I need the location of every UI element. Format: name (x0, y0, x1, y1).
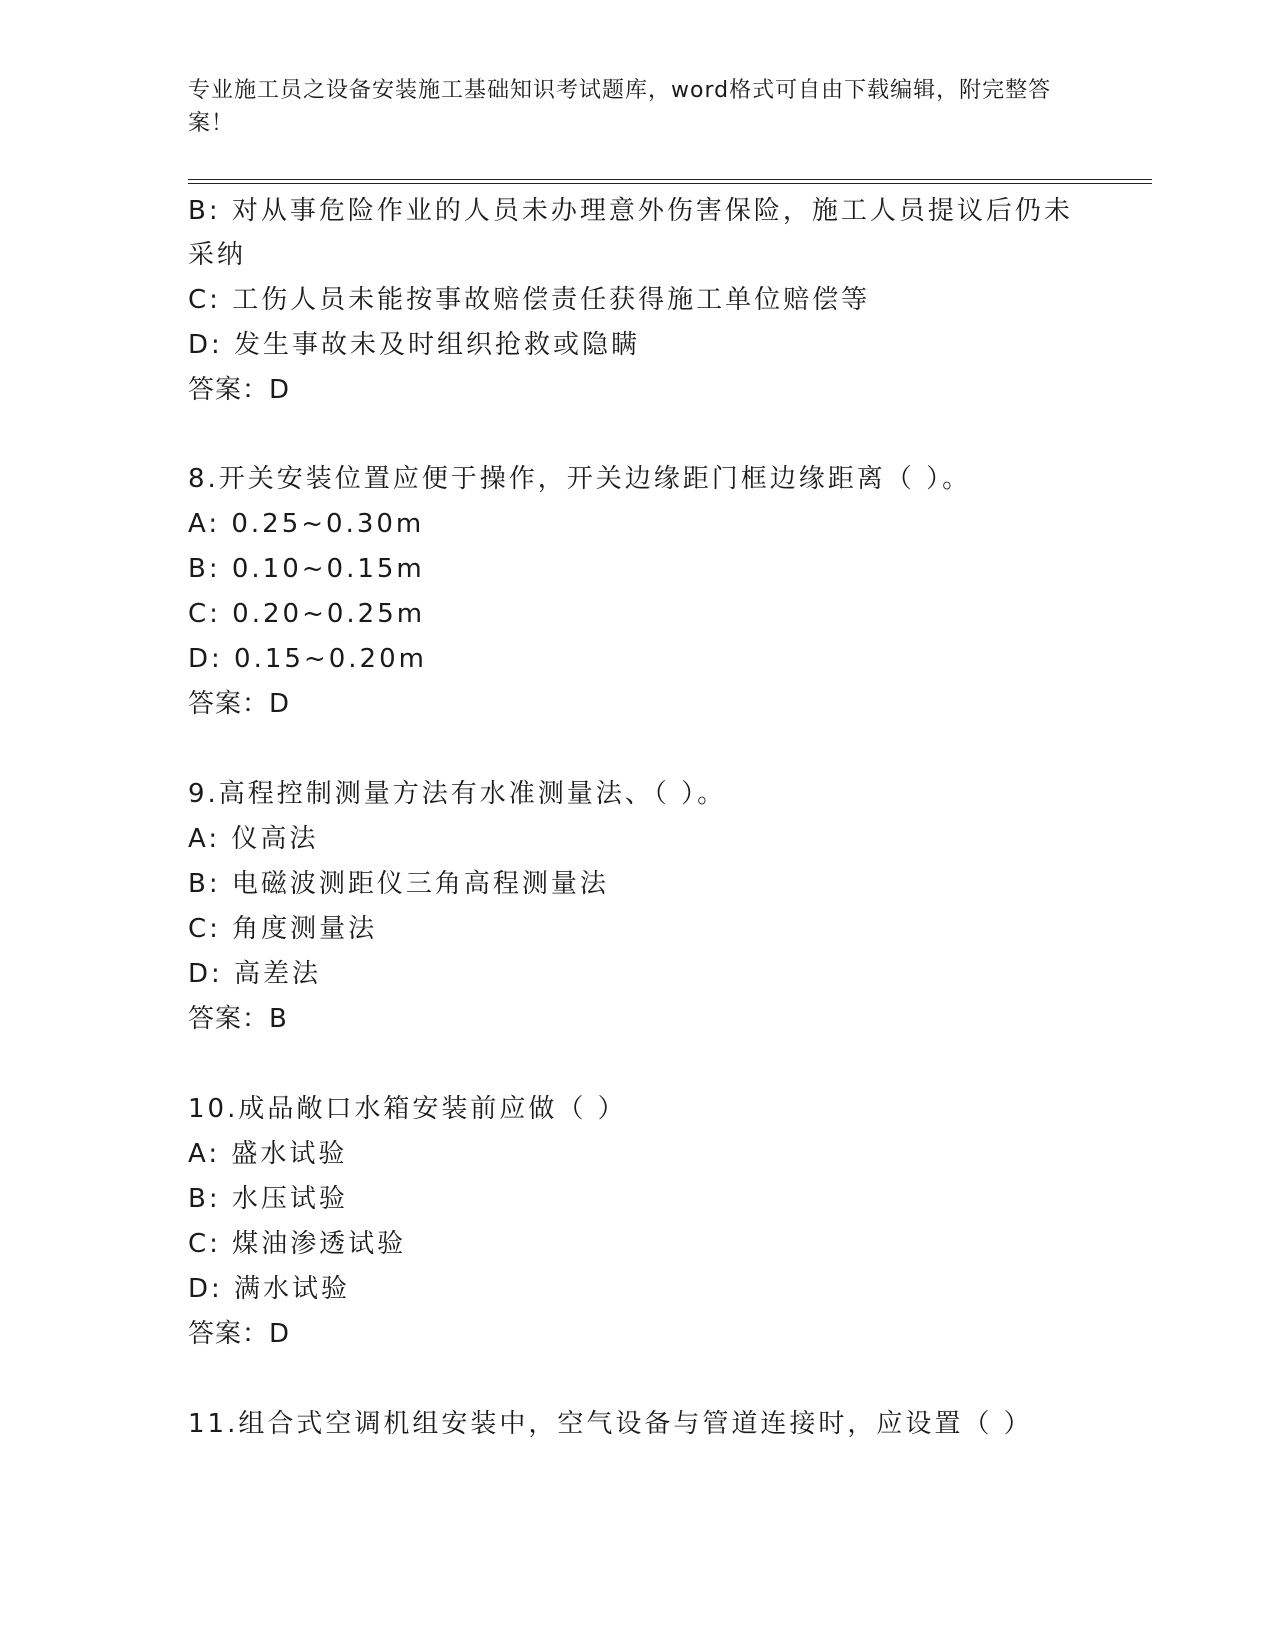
q9-option-c: C: 角度测量法 (188, 914, 378, 944)
q9-option-d: D: 高差法 (188, 959, 322, 989)
q8-answer: 答案：D (188, 689, 291, 719)
q10-question: 10.成品敞口水箱安装前应做（ ） (188, 1094, 627, 1124)
q9-answer: 答案：B (188, 1004, 288, 1034)
q7-option-b-cont: 采纳 (188, 240, 247, 270)
q9-option-b: B: 电磁波测距仪三角高程测量法 (188, 869, 609, 899)
q7-option-c: C: 工伤人员未能按事故赔偿责任获得施工单位赔偿等 (188, 285, 871, 315)
q8-option-a: A: 0.25~0.30m (188, 509, 425, 539)
q7-option-b: B: 对从事危险作业的人员未办理意外伤害保险，施工人员提议后仍未 (188, 196, 1073, 226)
q8-option-c: C: 0.20~0.25m (188, 599, 426, 629)
document-header: 专业施工员之设备安装施工基础知识考试题库，word格式可自由下载编辑，附完整答案！ (188, 78, 1052, 136)
q7-answer: 答案：D (188, 375, 291, 405)
q10-answer: 答案：D (188, 1319, 291, 1349)
q8-option-b: B: 0.10~0.15m (188, 554, 425, 584)
q9-question: 9.高程控制测量方法有水准测量法、（ ）。 (188, 779, 727, 809)
q8-option-d: D: 0.15~0.20m (188, 644, 427, 674)
header-divider-top (188, 179, 1152, 180)
q10-option-a: A: 盛水试验 (188, 1139, 348, 1169)
q9-option-a: A: 仪高法 (188, 824, 319, 854)
q11-question: 11.组合式空调机组安装中，空气设备与管道连接时，应设置（ ） (188, 1409, 1033, 1439)
q7-option-d: D: 发生事故未及时组织抢救或隐瞒 (188, 330, 641, 360)
q10-option-b: B: 水压试验 (188, 1184, 348, 1214)
q10-option-c: C: 煤油渗透试验 (188, 1229, 407, 1259)
q10-option-d: D: 满水试验 (188, 1274, 351, 1304)
q8-question: 8.开关安装位置应便于操作，开关边缘距门框边缘距离（ ）。 (188, 464, 972, 494)
header-divider-bottom (188, 183, 1152, 184)
